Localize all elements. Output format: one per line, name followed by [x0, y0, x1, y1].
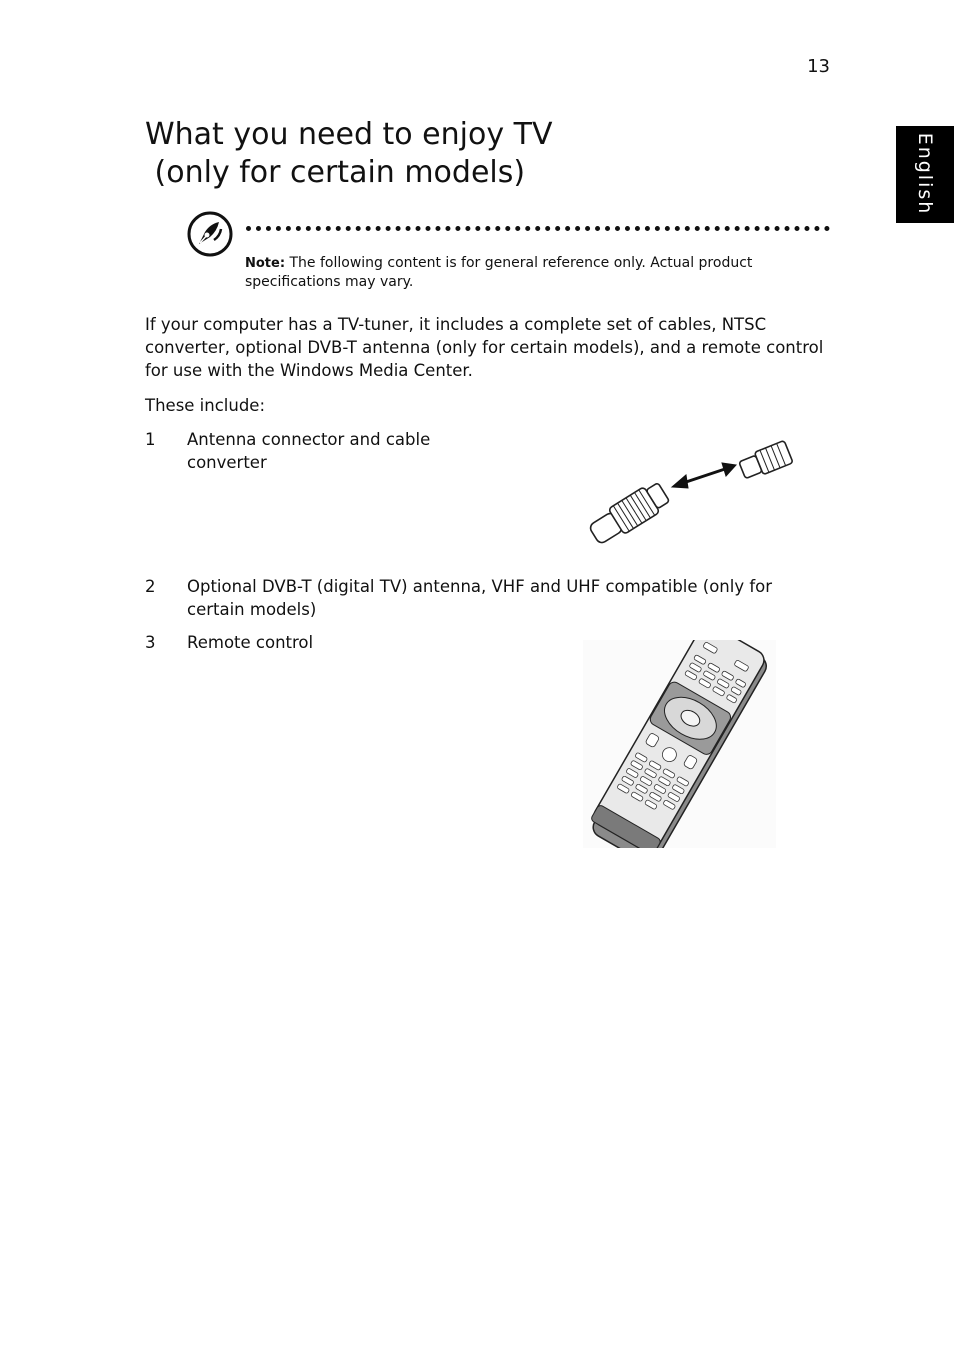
- note-body: The following content is for general reference only. Actual product specifications may vary.: [245, 255, 753, 290]
- note-text: [245, 254, 825, 292]
- list-item-text: Optional DVB-T (digital TV) antenna, VHF and UHF compatible (only for certain models): [187, 577, 773, 619]
- note-label: Note:: [245, 256, 286, 271]
- note-divider: [246, 226, 830, 231]
- page-title: What you need to enjoy TV (only for certain models): [145, 117, 553, 190]
- language-tab: [896, 126, 954, 223]
- remote-control-illustration: [583, 640, 776, 848]
- pen-nib-icon: [186, 210, 234, 258]
- antenna-connector-illustration: [580, 430, 810, 550]
- list-item-number: 1: [145, 430, 156, 449]
- list-item-number: 3: [145, 633, 156, 652]
- list-item-text: Remote control: [187, 633, 314, 652]
- list-item-text: Antenna connector and cable converter: [187, 430, 431, 472]
- list-intro: These include:: [145, 396, 266, 415]
- page-number: 13: [807, 56, 830, 77]
- list-item-number: 2: [145, 577, 156, 596]
- language-tab-label: English: [914, 132, 936, 216]
- body-paragraph: If your computer has a TV-tuner, it includes a complete set of cables, NTSC converter, optional DVB-T antenna (only for certain models), and a remote control for use with the Windows Media Center.: [145, 315, 824, 380]
